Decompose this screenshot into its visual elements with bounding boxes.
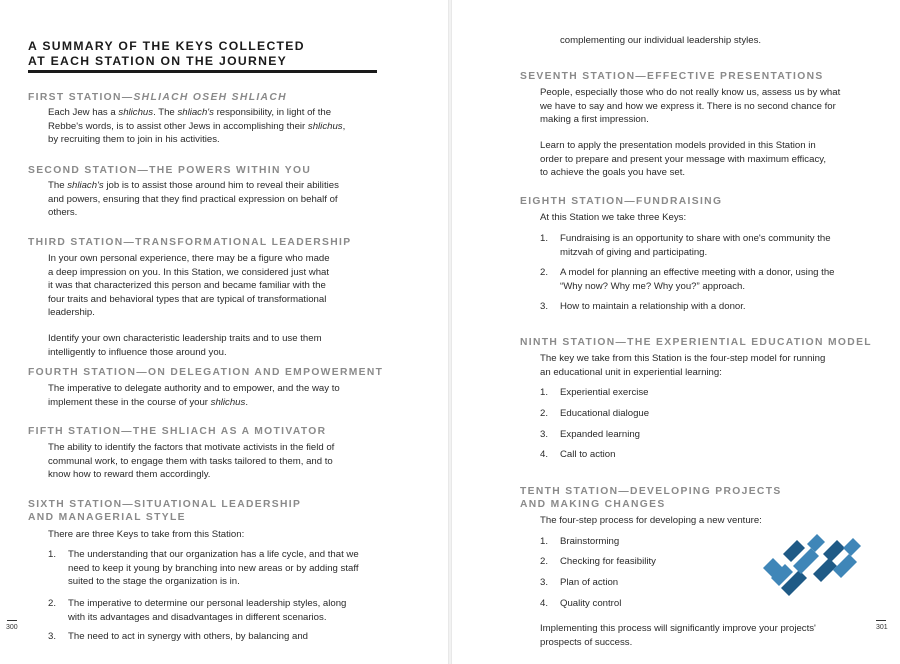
- brand-logo-icon: [757, 530, 867, 600]
- text-line: know how to reward them accordingly.: [48, 469, 211, 480]
- first-station-heading: [28, 91, 287, 104]
- list-item-text: Fundraising is an opportunity to share with one's community the mitzvah of giving and participating.: [560, 233, 831, 258]
- third-station-paragraph-2: [48, 332, 378, 359]
- text-line: by recruiting them to join in his activities.: [48, 134, 220, 145]
- sixth-station-heading: [28, 498, 301, 524]
- list-number: 1.: [540, 536, 549, 547]
- text-line: The key we take from this Station is the four-step model for running: [540, 353, 826, 364]
- text-line: In your own personal experience, there may be a figure who made: [48, 253, 330, 264]
- fifth-station-text: [48, 441, 378, 482]
- first-station-heading-italic: SHLIACH OSEH SHLIACH: [133, 92, 287, 103]
- text-line: Implementing this process will significantly improve your projects': [540, 623, 816, 634]
- left-page: [0, 0, 448, 664]
- ninth-station-heading: NINTH STATION—THE EXPERIENTIAL EDUCATION MODEL: [520, 337, 872, 348]
- text-line: leadership.: [48, 307, 95, 318]
- list-item: [540, 300, 870, 314]
- tenth-station-outro: [540, 622, 870, 649]
- logo-stripe: [823, 540, 845, 562]
- list-number: 4.: [540, 598, 549, 609]
- list-number: 1.: [540, 233, 549, 244]
- tenth-station-heading-line-2: AND MAKING CHANGES: [520, 499, 666, 510]
- text-line: People, especially those who do not really know us, assess us by what: [540, 87, 841, 98]
- text-line: Each Jew has a shlichus. The shliach's responsibility, in light of the: [48, 107, 332, 118]
- list-item-text: Brainstorming: [560, 536, 620, 547]
- list-number: 2.: [48, 598, 57, 609]
- fifth-station-heading: FIFTH STATION—THE SHLIACH AS A MOTIVATOR: [28, 426, 327, 437]
- list-number: 2.: [540, 556, 549, 567]
- text-line: to achieve the goals you have set.: [540, 167, 686, 178]
- text-line: an educational unit in experiential learning:: [540, 366, 722, 378]
- text-line: making a first impression.: [540, 114, 649, 125]
- fourth-station-text: [48, 382, 378, 409]
- fourth-station-heading: FOURTH STATION—ON DELEGATION AND EMPOWERMENT: [28, 367, 384, 378]
- page-number-rule: [876, 620, 886, 621]
- seventh-station-heading: SEVENTH STATION—EFFECTIVE PRESENTATIONS: [520, 71, 824, 82]
- seventh-station-paragraph-2: [540, 139, 870, 180]
- sixth-station-heading-line-1: SIXTH STATION—SITUATIONAL LEADERSHIP: [28, 499, 302, 510]
- logo-stripe: [843, 538, 861, 556]
- continued-text: complementing our individual leadership styles.: [560, 35, 762, 46]
- tenth-station-intro: The four-step process for developing a new venture:: [540, 515, 762, 526]
- seventh-station-paragraph-1: [540, 86, 870, 127]
- third-station-heading: THIRD STATION—TRANSFORMATIONAL LEADERSHIP: [28, 237, 352, 248]
- sixth-station-intro: There are three Keys to take from this Station:: [48, 529, 245, 540]
- list-number: 4.: [540, 449, 549, 460]
- title-line-1: A SUMMARY OF THE KEYS COLLECTED: [28, 39, 305, 53]
- list-item-text: Educational dialogue: [560, 408, 650, 419]
- list-item: [48, 630, 378, 644]
- title-underline: [28, 70, 377, 73]
- page-number: 300: [6, 624, 18, 631]
- eighth-station-heading: EIGHTH STATION—FUNDRAISING: [520, 196, 723, 207]
- text-line: The ability to identify the factors that motivate activists in the field of: [48, 442, 335, 453]
- text-line: communal work, to engage them with tasks tailored to them, and to: [48, 455, 333, 467]
- list-item-text: Expanded learning: [560, 429, 641, 440]
- text-line: Identify your own characteristic leadership traits and to use them: [48, 333, 322, 344]
- text-line: four traits and behavioral types that are typical of transformational: [48, 293, 327, 305]
- tenth-station-heading: [520, 485, 782, 511]
- list-number: 3.: [540, 577, 549, 588]
- list-number: 2.: [540, 267, 549, 278]
- list-number: 3.: [540, 301, 549, 312]
- list-number: 1.: [48, 549, 57, 560]
- list-item-text: Call to action: [560, 449, 616, 460]
- list-item: [48, 548, 378, 590]
- list-item-text: The imperative to determine our personal leadership styles, along with its advantages and disadvantages in different scenarios.: [68, 598, 347, 623]
- page-title: [28, 39, 376, 69]
- text-line: prospects of success.: [540, 636, 633, 648]
- eighth-station-intro: At this Station we take three Keys:: [540, 212, 687, 223]
- list-item-text: How to maintain a relationship with a donor.: [560, 301, 746, 312]
- page-number: 301: [876, 624, 888, 631]
- list-item: [540, 266, 870, 294]
- sixth-station-heading-line-2: AND MANAGERIAL STYLE: [28, 512, 186, 523]
- list-item-text: Experiential exercise: [560, 387, 649, 398]
- text-line: The imperative to delegate authority and to empower, and the way to: [48, 383, 340, 394]
- text-line: others.: [48, 207, 78, 218]
- text-line: The shliach's job is to assist those around him to reveal their abilities: [48, 180, 339, 191]
- list-number: 1.: [540, 387, 549, 398]
- text-line: Rebbe's words, is to assist other Jews in accomplishing their shlichus,: [48, 120, 346, 132]
- ninth-station-intro: [540, 352, 870, 379]
- first-station-heading-prefix: FIRST STATION—: [28, 92, 134, 103]
- list-item-text: Quality control: [560, 598, 622, 609]
- list-number: 2.: [540, 408, 549, 419]
- text-line: intelligently to influence those around you.: [48, 346, 227, 358]
- text-line: order to prepare and present your message with maximum efficacy,: [540, 153, 826, 165]
- text-line: a deep impression on you. In this Station, we considered just what: [48, 266, 330, 278]
- second-station-text: [48, 179, 378, 220]
- list-item-text: Plan of action: [560, 577, 619, 588]
- text-line: it was that characterized this person and became familiar with the: [48, 280, 326, 291]
- list-item-text: Checking for feasibility: [560, 556, 656, 567]
- second-station-heading: SECOND STATION—THE POWERS WITHIN YOU: [28, 165, 312, 176]
- text-line: and powers, ensuring that they find practical expression on behalf of: [48, 193, 338, 205]
- tenth-station-heading-line-1: TENTH STATION—DEVELOPING PROJECTS: [520, 486, 782, 497]
- first-station-text: [48, 106, 378, 147]
- list-number: 3.: [540, 429, 549, 440]
- text-line: Learn to apply the presentation models provided in this Station in: [540, 140, 816, 151]
- list-item-text: The need to act in synergy with others, by balancing and: [68, 631, 308, 642]
- list-item: [48, 597, 378, 625]
- text-line: implement these in the course of your shlichus.: [48, 396, 248, 408]
- third-station-paragraph-1: [48, 252, 378, 320]
- list-item-text: A model for planning an effective meeting with a donor, using the “Why now? Why me? Why you?” approach.: [560, 267, 835, 292]
- right-page: [452, 0, 900, 664]
- title-line-2: AT EACH STATION ON THE JOURNEY: [28, 54, 288, 68]
- page-number-rule: [7, 620, 17, 621]
- chevron-stripes-logo-icon: [757, 530, 867, 600]
- list-item: [540, 232, 870, 260]
- text-line: we have to say and how we express it. There is no second chance for: [540, 100, 836, 112]
- list-item-text: The understanding that our organization has a life cycle, and that we need to keep it young by branching into new areas or by adding staff suited to the stage the organization is in.: [68, 549, 359, 587]
- list-number: 3.: [48, 631, 57, 642]
